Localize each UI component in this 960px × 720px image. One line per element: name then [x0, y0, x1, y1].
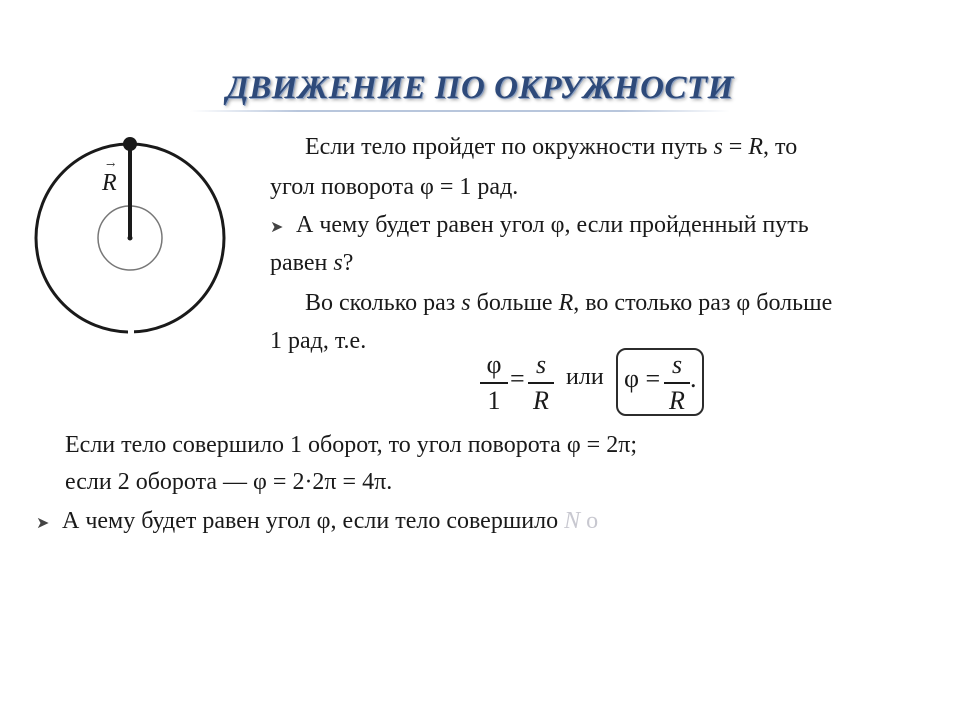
arrow-bullet-icon: ➤ — [270, 219, 284, 236]
question1-text-b: ? — [342, 250, 354, 276]
fraction-s-over-R — [528, 350, 554, 416]
para1-text-a: Если тело пройдет по окружности путь — [305, 134, 714, 160]
para2-text-b: больше — [470, 290, 559, 316]
fraction-numerator: s — [671, 350, 683, 379]
question1-line2 — [270, 248, 353, 278]
boxed-fraction-s-over-R — [664, 350, 690, 416]
question1-line1 — [270, 210, 809, 243]
arrow-bullet-icon: ➤ — [36, 515, 50, 532]
moving-body-point — [123, 137, 137, 151]
var-R: R — [748, 134, 764, 160]
question1-text-a: равен — [270, 250, 334, 276]
formula-equals: = — [510, 364, 525, 393]
vector-arrow-mark: → — [106, 158, 116, 171]
boxed-formula-dot: . — [690, 364, 697, 393]
para2-line1 — [305, 288, 832, 318]
para1-eq: = — [722, 134, 749, 160]
para2-text-c: , во столько раз φ больше — [573, 290, 833, 316]
title-underline — [190, 110, 730, 112]
question2-text: А чему будет равен угол φ, если тело совершило — [62, 508, 565, 534]
var-R: R — [558, 290, 574, 316]
var-s: s — [333, 250, 343, 276]
var-s: s — [713, 134, 723, 160]
question2-faded-tail: о — [580, 508, 599, 534]
formula-or: или — [566, 364, 604, 390]
fraction-denominator: R — [533, 385, 549, 415]
question2-line — [36, 506, 598, 539]
para3-line1: Если тело совершило 1 оборот, то угол поворота φ = 2π; — [65, 432, 638, 458]
circle-diagram — [20, 120, 240, 340]
center-point — [128, 236, 133, 241]
var-s: s — [461, 290, 471, 316]
para2-line2: 1 рад, т.е. — [270, 328, 367, 354]
fraction-denominator: R — [669, 385, 685, 415]
slide-title: ДВИЖЕНИЕ ПО ОКРУЖНОСТИ — [226, 70, 734, 106]
fraction-bar — [480, 382, 508, 384]
fraction-phi-over-1 — [480, 350, 508, 416]
fraction-numerator: φ — [486, 350, 502, 379]
fraction-numerator: s — [535, 350, 547, 379]
para1-text-b: , то — [763, 134, 798, 160]
fraction-bar — [664, 382, 690, 384]
para1-line2: угол поворота φ = 1 рад. — [270, 174, 519, 200]
vector-label: R — [102, 170, 117, 196]
para1-line1 — [305, 132, 797, 162]
var-N: N — [564, 508, 581, 534]
fraction-bar — [528, 382, 554, 384]
para2-text-a: Во сколько раз — [305, 290, 462, 316]
question1-text: А чему будет равен угол φ, если пройденный путь — [296, 212, 809, 238]
para3-line2: если 2 оборота — φ = 2·2π = 4π. — [65, 469, 393, 495]
fraction-denominator: 1 — [487, 385, 501, 415]
circle-gap — [128, 326, 134, 340]
boxed-formula-lhs: φ = — [624, 364, 661, 393]
